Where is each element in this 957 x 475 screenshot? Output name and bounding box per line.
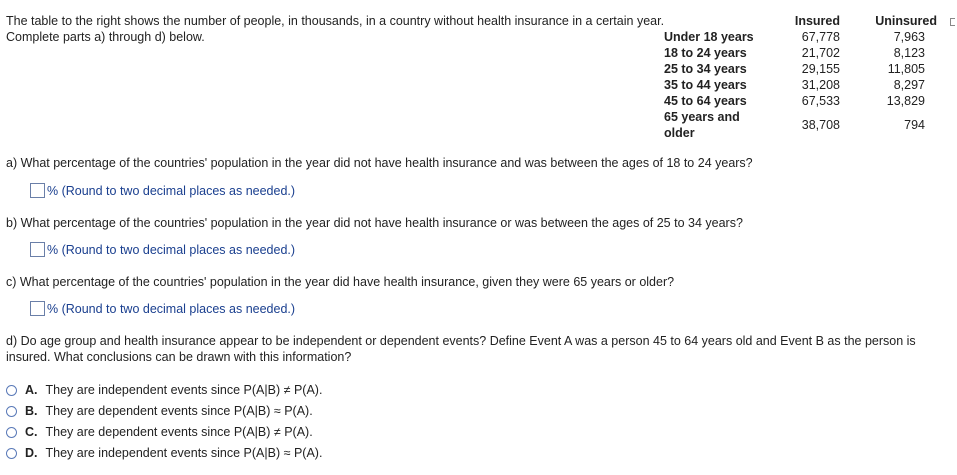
choice-letter: D. xyxy=(25,446,38,460)
question-d: d) Do age group and health insurance appear to be independent or dependent events? Define Event A was a person 45 to 64 years old and Event B as the person is insured. What conclusions can be drawn with this information? xyxy=(6,334,916,364)
insured-cell: 21,702 xyxy=(801,46,840,60)
choice-d[interactable] xyxy=(6,444,322,462)
row-label: older xyxy=(664,126,695,140)
answer-row-b xyxy=(30,242,295,257)
answer-row-c xyxy=(30,301,295,316)
insured-cell: 67,533 xyxy=(801,94,840,108)
row-label: 35 to 44 years xyxy=(664,78,747,92)
row-label: 25 to 34 years xyxy=(664,62,747,76)
question-b: b) What percentage of the countries' population in the year did not have health insurance or was between the ages of 25 to 34 years? xyxy=(6,216,743,230)
insured-cell: 31,208 xyxy=(801,78,840,92)
choice-c[interactable] xyxy=(6,423,313,441)
choice-text: They are independent events since P(A|B) ≠ P(A). xyxy=(45,383,323,397)
row-label: 65 years and xyxy=(664,110,740,124)
answer-hint-c: % (Round to two decimal places as needed.) xyxy=(47,301,296,316)
radio-icon[interactable] xyxy=(6,427,17,438)
row-label: 18 to 24 years xyxy=(664,46,747,60)
choice-text: They are dependent events since P(A|B) ≠ P(A). xyxy=(45,425,313,439)
question-c: c) What percentage of the countries' population in the year did have health insurance, given they were 65 years or older? xyxy=(6,275,675,289)
row-label: Under 18 years xyxy=(664,30,754,44)
choice-letter: B. xyxy=(25,404,38,418)
header-uninsured: Uninsured xyxy=(875,14,937,28)
answer-input-c[interactable] xyxy=(30,301,45,316)
uninsured-cell: 7,963 xyxy=(893,30,925,44)
choice-a[interactable] xyxy=(6,381,322,399)
choice-text: They are dependent events since P(A|B) ≈ P(A). xyxy=(45,404,313,418)
radio-icon[interactable] xyxy=(6,385,17,396)
row-label: 45 to 64 years xyxy=(664,94,747,108)
choice-letter: C. xyxy=(25,425,38,439)
answer-row-a xyxy=(30,183,295,198)
answer-hint-a: % (Round to two decimal places as needed.) xyxy=(47,183,296,198)
problem-intro: The table to the right shows the number of people, in thousands, in a country without health insurance in a certain year. Complete parts a) through d) below. xyxy=(6,14,665,44)
uninsured-cell: 13,829 xyxy=(886,94,925,108)
insured-cell: 67,778 xyxy=(801,30,840,44)
choice-text: They are independent events since P(A|B) ≈ P(A). xyxy=(45,446,323,460)
radio-icon[interactable] xyxy=(6,448,17,459)
uninsured-cell: 11,805 xyxy=(887,62,925,76)
insured-cell: 38,708 xyxy=(801,118,840,132)
choice-letter: A. xyxy=(25,383,38,397)
answer-hint-b: % (Round to two decimal places as needed.) xyxy=(47,242,296,257)
expand-icon[interactable] xyxy=(950,18,955,26)
answer-input-a[interactable] xyxy=(30,183,45,198)
uninsured-cell: 794 xyxy=(904,118,925,132)
question-a: a) What percentage of the countries' population in the year did not have health insurance and was between the ages of 18 to 24 years? xyxy=(6,156,753,170)
radio-icon[interactable] xyxy=(6,406,17,417)
insured-cell: 29,155 xyxy=(801,62,840,76)
uninsured-cell: 8,123 xyxy=(893,46,925,60)
header-insured: Insured xyxy=(794,14,840,28)
choice-b[interactable] xyxy=(6,402,313,420)
uninsured-cell: 8,297 xyxy=(893,78,925,92)
answer-input-b[interactable] xyxy=(30,242,45,257)
